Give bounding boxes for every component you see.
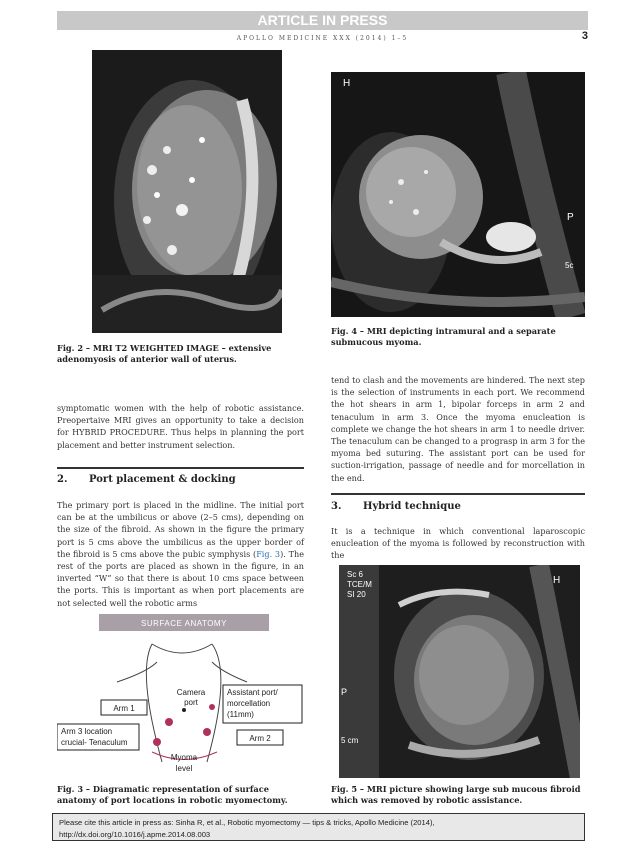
- fig2-caption: Fig. 2 – MRI T2 WEIGHTED IMAGE – extensive adenomyosis of anterior wall of uterus.: [57, 343, 272, 364]
- right-para-2: It is a technique in which conventional laparoscopic enucleation of the myoma is followed by reconstruction with the: [331, 526, 585, 561]
- fig5-label-h: H: [553, 575, 561, 586]
- fig3-arm3-label-2: crucial- Tenaculum: [61, 738, 128, 747]
- section2-heading: [57, 474, 304, 485]
- section3-heading: [331, 501, 585, 512]
- fig4-label-p: P: [567, 212, 574, 223]
- fig5-mri-image: [339, 565, 580, 778]
- fig5-caption: Fig. 5 – MRI picture showing large sub mucous fibroid which was removed by robotic assistance.: [331, 784, 581, 805]
- section3-title: Hybrid technique: [363, 501, 461, 512]
- fig4-caption: Fig. 4 – MRI depicting intramural and a separate submucous myoma.: [331, 326, 556, 347]
- section2-rule: [57, 467, 304, 469]
- fig3-assistant-label-1: Assistant port/: [227, 688, 278, 697]
- fig3-caption: Fig. 3 – Diagramatic representation of surface anatomy of port locations in robotic myomectomy.: [57, 784, 288, 805]
- left-para-2: [57, 499, 304, 609]
- right-para-1: tend to clash and the movements are hindered. The next step is the selection of instruments in each port. We recommend the hot shears in arm 1, bipolar forceps in arm 2 and tenaculum in arm 3. Once the myoma enucleation is complete we change the hot shears in arm 1 to needle driver. The tenaculum can be changed to a prograsp in arm 3 for the myoma bed suturing. The assistant port can be used for suction-irrigation, passage of needle and for morcellation in the end.: [331, 375, 585, 483]
- fig3-camera-label: Camera: [176, 688, 206, 697]
- fig5-label-p: P: [341, 687, 348, 697]
- fig3-camera-label-2: port: [184, 698, 198, 707]
- fig4-label-h: H: [343, 78, 351, 89]
- fig5-scale-label: 5 cm: [341, 736, 359, 745]
- section3-number: 3.: [331, 501, 342, 512]
- fig3-arm3-label-1: Arm 3 location: [61, 727, 113, 736]
- article-in-press-banner: ARTICLE IN PRESS: [57, 11, 588, 30]
- fig3-assistant-label-2: morcellation: [227, 699, 271, 708]
- fig3-arm1-label: Arm 1: [113, 704, 135, 713]
- fig3-reference-link[interactable]: Fig. 3: [256, 548, 281, 559]
- section2-title: Port placement & docking: [89, 474, 236, 485]
- left-para-2-text-b: ). The rest of the ports are placed as shown in the figure, in an inverted “W” so that there is about 10 cms space between the ports. This is important as when port placements are not selected well the robotic arms: [57, 548, 304, 608]
- citation-box: Please cite this article in press as: Sinha R, et al., Robotic myomectomy — tips & tricks, Apollo Medicine (2014), http://dx.doi.org/10.1016/j.apme.2014.08.003: [52, 813, 585, 841]
- left-para-1: symptomatic women with the help of robotic assistance. Preopertaive MRI gives an opportunity to take a decision for HYBRID PROCEDURE. Thus helps in planning the port placement and better instrument selection.: [57, 403, 304, 450]
- fig3-assistant-label-3: (11mm): [227, 710, 254, 719]
- fig5-overlay-1: Sc 6: [347, 570, 364, 579]
- fig2-mri-image: [92, 50, 282, 333]
- fig3-myoma-label-1: Myoma: [170, 753, 198, 762]
- left-para-2-text-a: The primary port is placed in the midline. The initial port can be at the umbilicus or above (2–5 cms), depending on the size of the fibroid. As shown in the figure the primary port is 5 cms above the umbilicus as the upper border of the fibroid is 5 cms above the pubic symphysis (: [57, 500, 304, 559]
- page-number: 3: [581, 30, 588, 42]
- fig5-overlay-3: SI 20: [347, 590, 366, 599]
- fig3-myoma-label-2: level: [175, 764, 193, 773]
- fig3-title: SURFACE ANATOMY: [141, 619, 227, 628]
- fig3-surface-anatomy-diagram: [57, 612, 304, 778]
- journal-header: APOLLO MEDICINE XXX (2014) 1–5: [236, 35, 409, 42]
- fig3-arm2-label: Arm 2: [249, 734, 271, 743]
- fig5-overlay-2: TCE/M: [347, 580, 372, 589]
- fig4-label-5: 5c: [565, 261, 574, 270]
- section2-number: 2.: [57, 474, 68, 485]
- section3-rule: [331, 493, 585, 495]
- fig4-mri-image: [331, 72, 585, 317]
